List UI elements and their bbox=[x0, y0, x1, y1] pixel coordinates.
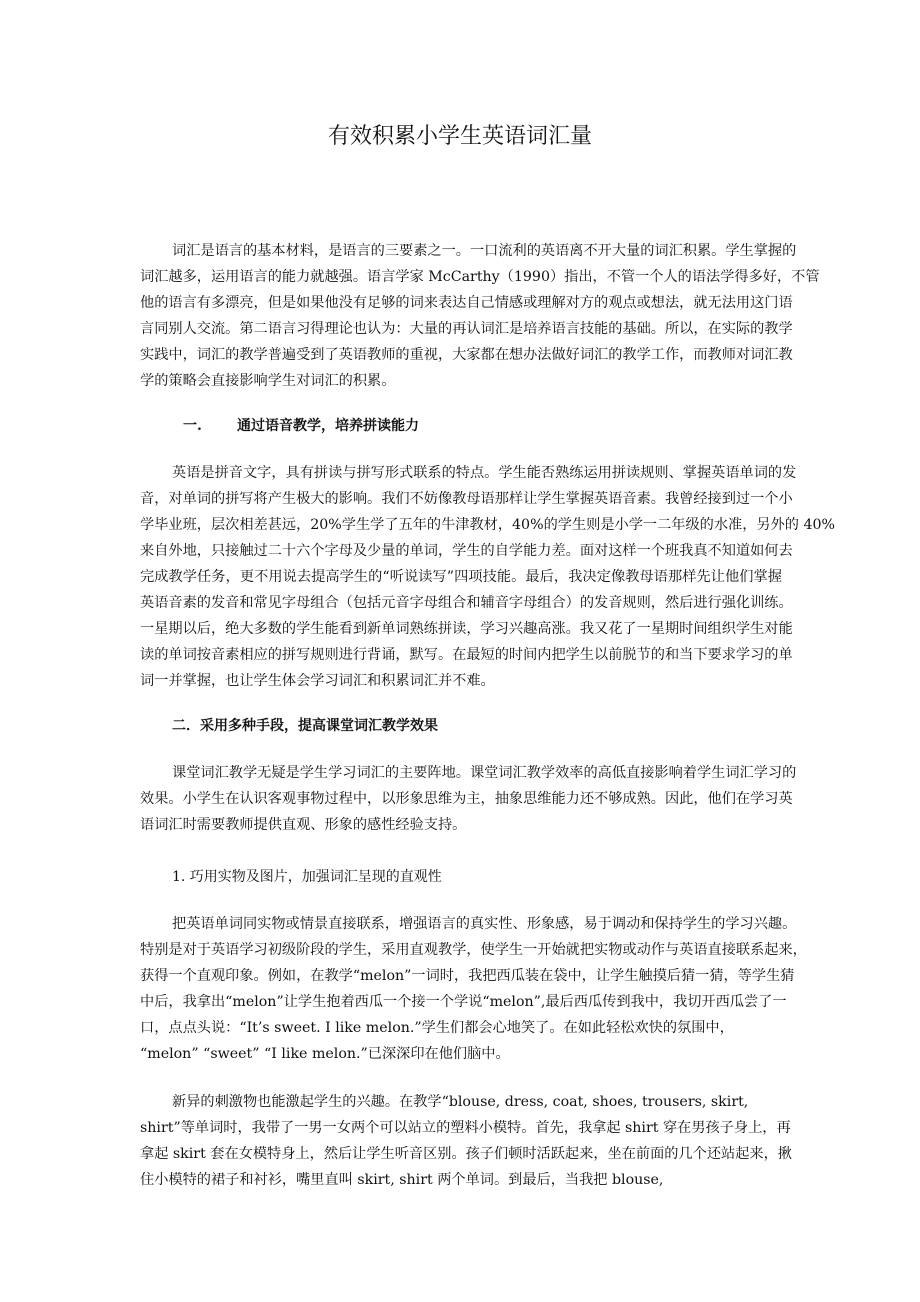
text-line: 特别是对于英语学习初级阶段的学生，采用直观教学，使学生一开始就把实物或动作与英语直接联系起来， bbox=[140, 942, 807, 958]
text-line: 词一并掌握，也让学生体会学习词汇和积累词汇并不难。 bbox=[140, 673, 495, 689]
text-line: 音，对单词的拼写将产生极大的影响。我们不妨像教母语那样让学生掌握英语音素。我曾经接到过一个小 bbox=[140, 491, 793, 507]
text-line: “melon” “sweet” “I like melon.”已深深印在他们脑中。 bbox=[140, 1046, 510, 1062]
text-line: 学的策略会直接影响学生对词汇的积累。 bbox=[140, 373, 396, 389]
text-line: 住小模特的裙子和衬衫，嘴里直叫 skirt, shirt 两个单词。到最后，当我把 blouse, bbox=[140, 1172, 664, 1188]
text-line: 词汇越多，运用语言的能力就越强。语言学家 McCarthy（1990）指出，不管一个人的语法学得多好，不管 bbox=[140, 269, 820, 285]
paragraph-realia bbox=[140, 911, 807, 1067]
text-line: 完成教学任务，更不用说去提高学生的“听说读写”四项技能。最后，我决定像教母语那样先让他们掌握 bbox=[140, 569, 782, 585]
paragraph-intro bbox=[140, 238, 820, 394]
section-heading-1: 通过语音教学，培养拼读能力 bbox=[237, 418, 419, 434]
text-line: 学毕业班，层次相差甚远，20%学生学了五年的牛津教材，40%的学生则是小学一二年级的水准，另外的 40% bbox=[140, 517, 835, 533]
text-line: 英语是拼音文字，具有拼读与拼写形式联系的特点。学生能否熟练运用拼读规则、掌握英语单词的发 bbox=[172, 465, 797, 481]
text-line: 效果。小学生在认识客观事物过程中，以形象思维为主，抽象思维能力还不够成熟。因此，他们在学习英 bbox=[140, 791, 793, 807]
text-line: 口，点点头说：“It’s sweet. I like melon.”学生们都会心地笑了。在如此轻松欢快的氛围中， bbox=[140, 1020, 734, 1036]
document-title: 有效积累小学生英语词汇量 bbox=[327, 124, 592, 149]
text-line: 英语音素的发音和常见字母组合（包括元音字母组合和辅音字母组合）的发音规则，然后进行强化训练。 bbox=[140, 595, 793, 611]
section-heading-2: 二．采用多种手段，提高课堂词汇教学效果 bbox=[172, 718, 438, 734]
text-line: 言同别人交流。第二语言习得理论也认为：大量的再认词汇是培养语言技能的基础。所以，在实际的教学 bbox=[140, 321, 793, 337]
paragraph-novel-stimuli bbox=[140, 1089, 792, 1193]
text-line: 新异的刺激物也能激起学生的兴趣。在教学“blouse, dress, coat, shoes, trousers, skirt, bbox=[172, 1094, 749, 1110]
text-line: 词汇是语言的基本材料，是语言的三要素之一。一口流利的英语离不开大量的词汇积累。学生掌握的 bbox=[172, 243, 797, 259]
text-line: 实践中，词汇的教学普遍受到了英语教师的重视，大家都在想办法做好词汇的教学工作，而教师对词汇教 bbox=[140, 347, 793, 363]
text-line: 把英语单词同实物或情景直接联系，增强语言的真实性、形象感，易于调动和保持学生的学习兴趣。 bbox=[172, 916, 797, 932]
subsection-heading-1: 1. 巧用实物及图片，加强词汇呈现的直观性 bbox=[172, 869, 442, 885]
text-line: 一星期以后，绝大多数的学生能看到新单词熟练拼读，学习兴趣高涨。我又花了一星期时间组织学生对能 bbox=[140, 621, 793, 637]
section-heading-1-number: 一. bbox=[183, 418, 202, 434]
text-line: 读的单词按音素相应的拼写规则进行背诵，默写。在最短的时间内把学生以前脱节的和当下要求学习的单 bbox=[140, 647, 793, 663]
text-line: 获得一个直观印象。例如，在教学“melon”一词时，我把西瓜装在袋中，让学生触摸后猜一猜，等学生猜 bbox=[140, 968, 795, 984]
text-line: 拿起 skirt 套在女模特身上，然后让学生听音区别。孩子们顿时活跃起来，坐在前面的几个还站起来，揪 bbox=[140, 1146, 792, 1162]
text-line: 他的语言有多漂亮，但是如果他没有足够的词来表达自己情感或理解对方的观点或想法，就无法用这门语 bbox=[140, 295, 793, 311]
paragraph-phonics bbox=[140, 460, 835, 694]
text-line: 中后，我拿出“melon”让学生抱着西瓜一个接一个学说“melon”,最后西瓜传到我中，我切开西瓜尝了一 bbox=[140, 994, 787, 1010]
text-line: 课堂词汇教学无疑是学生学习词汇的主要阵地。课堂词汇教学效率的高低直接影响着学生词汇学习的 bbox=[172, 765, 797, 781]
text-line: 来自外地，只接触过二十六个字母及少量的单词，学生的自学能力差。面对这样一个班我真不知道如何去 bbox=[140, 543, 793, 559]
paragraph-classroom bbox=[140, 760, 797, 838]
text-line: shirt”等单词时，我带了一男一女两个可以站立的塑料小模特。首先，我拿起 shirt 穿在男孩子身上，再 bbox=[140, 1120, 791, 1136]
text-line: 语词汇时需要教师提供直观、形象的感性经验支持。 bbox=[140, 817, 467, 833]
